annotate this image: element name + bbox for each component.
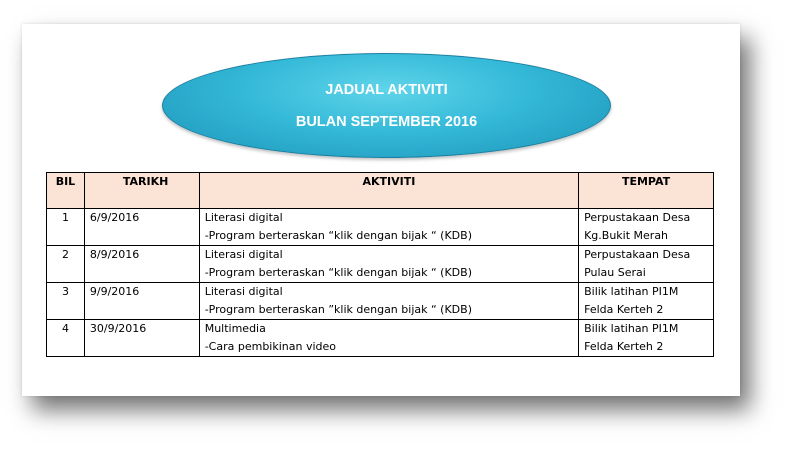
cell-bil: 3	[47, 283, 85, 320]
tempat-line-1: Perpustakaan Desa	[584, 211, 691, 224]
cell-bil: 4	[47, 320, 85, 357]
cell-tempat	[579, 283, 714, 320]
cell-tarikh: 8/9/2016	[84, 246, 199, 283]
header-tarikh: TARIKH	[84, 173, 199, 209]
tempat-line-2: Felda Kerteh 2	[584, 340, 664, 353]
document-page	[22, 24, 740, 396]
cell-aktiviti	[199, 209, 578, 246]
schedule-table	[46, 172, 714, 357]
tempat-line-2: Pulau Serai	[584, 266, 646, 279]
cell-tempat	[579, 209, 714, 246]
table-row	[47, 320, 714, 357]
cell-aktiviti	[199, 246, 578, 283]
title-line-1: JADUAL AKTIVITI	[325, 82, 448, 98]
aktiviti-title: Literasi digital	[204, 248, 283, 261]
title-oval	[162, 53, 611, 158]
table-header-row	[47, 173, 714, 209]
table-row	[47, 209, 714, 246]
cell-bil: 1	[47, 209, 85, 246]
cell-bil: 2	[47, 246, 85, 283]
tempat-line-1: Bilik latihan PI1M	[584, 322, 679, 335]
tempat-line-2: Kg.Bukit Merah	[584, 229, 669, 242]
table-row	[47, 246, 714, 283]
cell-tarikh: 9/9/2016	[84, 283, 199, 320]
cell-aktiviti	[199, 283, 578, 320]
tempat-line-1: Bilik latihan PI1M	[584, 285, 679, 298]
aktiviti-detail: -Program berteraskan ”klik dengan bijak “ (KDB)	[204, 303, 472, 316]
table-row	[47, 283, 714, 320]
tempat-line-1: Perpustakaan Desa	[584, 248, 691, 261]
header-aktiviti: AKTIVITI	[199, 173, 578, 209]
aktiviti-title: Literasi digital	[204, 211, 283, 224]
aktiviti-title: Multimedia	[204, 322, 266, 335]
aktiviti-detail: -Cara pembikinan video	[204, 340, 337, 353]
cell-tempat	[579, 246, 714, 283]
header-tempat: TEMPAT	[579, 173, 714, 209]
cell-aktiviti	[199, 320, 578, 357]
title-line-2: BULAN SEPTEMBER 2016	[295, 114, 478, 130]
cell-tarikh: 30/9/2016	[84, 320, 199, 357]
aktiviti-title: Literasi digital	[204, 285, 283, 298]
cell-tempat	[579, 320, 714, 357]
aktiviti-detail: -Program berteraskan “klik dengan bijak “ (KDB)	[204, 229, 472, 242]
header-bil: BIL	[47, 173, 85, 209]
aktiviti-detail: -Program berteraskan “klik dengan bijak “ (KDB)	[204, 266, 472, 279]
tempat-line-2: Felda Kerteh 2	[584, 303, 664, 316]
cell-tarikh: 6/9/2016	[84, 209, 199, 246]
